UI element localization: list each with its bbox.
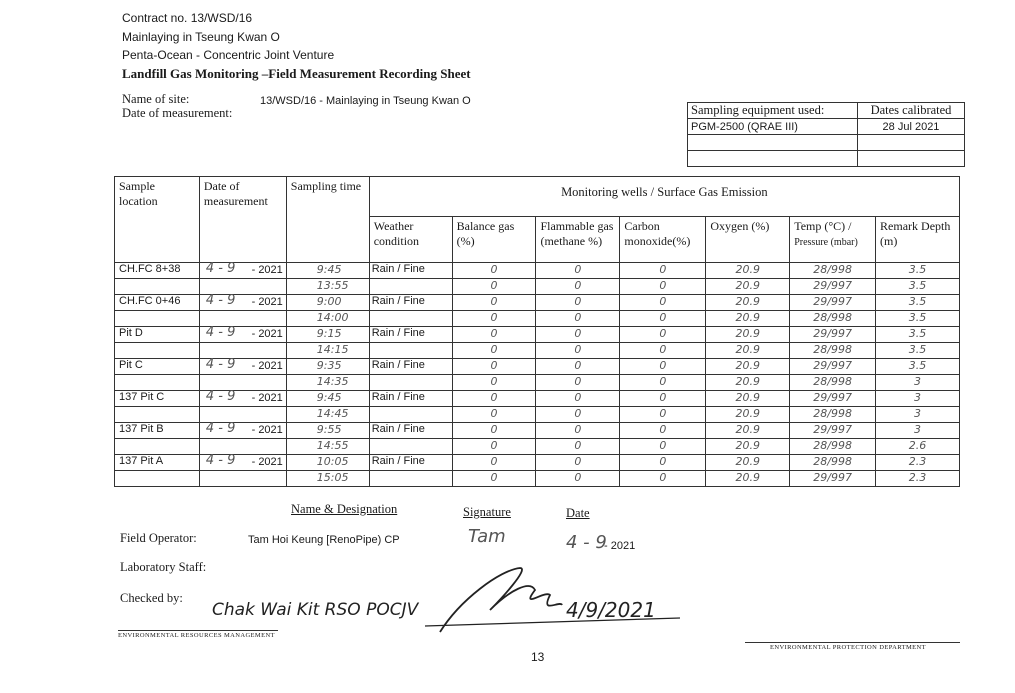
header-oxygen: Oxygen (%) — [706, 217, 790, 263]
balance-gas: 0 — [452, 311, 536, 327]
header-date: Date of measurement — [199, 177, 286, 263]
date-year: - 2021 — [251, 296, 283, 308]
remark-depth: 3 — [876, 423, 960, 439]
oxygen: 20.9 — [706, 327, 790, 343]
carbon-monoxide: 0 — [620, 327, 706, 343]
sampling-time: 14:15 — [286, 343, 369, 359]
weather-condition-blank — [369, 471, 452, 487]
flammable-gas: 0 — [536, 471, 620, 487]
sampling-time: 9:00 — [286, 295, 369, 311]
measurement-date — [199, 327, 286, 343]
temp-pressure: 29/997 — [790, 471, 876, 487]
flammable-gas: 0 — [536, 455, 620, 471]
header-flammable: Flammable gas (methane %) — [536, 217, 620, 263]
carbon-monoxide: 0 — [620, 391, 706, 407]
date-year: - 2021 — [251, 360, 283, 372]
checked-by-label: Checked by: — [120, 591, 183, 605]
balance-gas: 0 — [452, 279, 536, 295]
table-row-sub — [115, 375, 960, 391]
date-label: Date of measurement: — [122, 106, 233, 120]
date-handwritten: 4 - 9 — [205, 453, 236, 468]
sampling-time: 9:45 — [286, 263, 369, 279]
sampling-time: 14:55 — [286, 439, 369, 455]
sample-location: CH.FC 0+46 — [115, 295, 200, 311]
sample-location-blank — [115, 343, 200, 359]
table-row-sub — [115, 311, 960, 327]
table-row-sub — [115, 407, 960, 423]
sample-location-blank — [115, 471, 200, 487]
temp-pressure: 28/998 — [790, 455, 876, 471]
table-row — [115, 327, 960, 343]
balance-gas: 0 — [452, 343, 536, 359]
carbon-monoxide: 0 — [620, 423, 706, 439]
table-row — [115, 423, 960, 439]
carbon-monoxide: 0 — [620, 279, 706, 295]
measurement-date — [199, 455, 286, 471]
date-handwritten: 4 - 9 — [205, 293, 236, 308]
temp-pressure: 28/998 — [790, 263, 876, 279]
field-operator-label: Field Operator: — [120, 531, 197, 545]
temp-pressure: 28/998 — [790, 311, 876, 327]
carbon-monoxide: 0 — [620, 295, 706, 311]
footer-right-rule — [745, 642, 960, 643]
temp-pressure: 29/997 — [790, 327, 876, 343]
balance-gas: 0 — [452, 407, 536, 423]
flammable-gas: 0 — [536, 359, 620, 375]
sampling-time: 9:15 — [286, 327, 369, 343]
lab-staff-label: Laboratory Staff: — [120, 560, 207, 574]
date-handwritten: 4 - 9 — [205, 389, 236, 404]
balance-gas: 0 — [452, 455, 536, 471]
temp-pressure: 28/998 — [790, 407, 876, 423]
col-name-designation: Name & Designation — [291, 502, 398, 516]
measurement-date-blank — [199, 471, 286, 487]
flammable-gas: 0 — [536, 295, 620, 311]
measurement-date — [199, 263, 286, 279]
calibrated-header: Dates calibrated — [858, 103, 965, 119]
sampling-time: 14:35 — [286, 375, 369, 391]
flammable-gas: 0 — [536, 407, 620, 423]
sample-location: CH.FC 8+38 — [115, 263, 200, 279]
equipment-device: PGM-2500 (QRAE III) — [688, 119, 858, 135]
page-number: 13 — [531, 650, 545, 664]
oxygen: 20.9 — [706, 471, 790, 487]
sample-location: Pit D — [115, 327, 200, 343]
oxygen: 20.9 — [706, 439, 790, 455]
joint-venture: Penta-Ocean - Concentric Joint Venture — [122, 48, 335, 62]
weather-condition: Rain / Fine — [369, 327, 452, 343]
header-co: Carbon monoxide(%) — [620, 217, 706, 263]
remark-depth: 3 — [876, 375, 960, 391]
table-row — [115, 455, 960, 471]
table-row — [115, 359, 960, 375]
balance-gas: 0 — [452, 375, 536, 391]
field-operator-signature: Tam — [468, 526, 506, 547]
footer-left: ENVIRONMENTAL RESOURCES MANAGEMENT — [118, 632, 275, 639]
project-name: Mainlaying in Tseung Kwan O — [122, 30, 280, 44]
equipment-header: Sampling equipment used: — [688, 103, 858, 119]
oxygen: 20.9 — [706, 263, 790, 279]
weather-condition: Rain / Fine — [369, 423, 452, 439]
temp-pressure: 28/998 — [790, 343, 876, 359]
sample-location-blank — [115, 439, 200, 455]
oxygen: 20.9 — [706, 311, 790, 327]
equipment-blank — [688, 151, 858, 167]
footer-left-rule — [118, 630, 278, 631]
date-handwritten: 4 - 9 — [205, 421, 236, 436]
flammable-gas: 0 — [536, 423, 620, 439]
balance-gas: 0 — [452, 471, 536, 487]
carbon-monoxide: 0 — [620, 375, 706, 391]
carbon-monoxide: 0 — [620, 407, 706, 423]
header-location: Sample location — [115, 177, 200, 263]
sample-location: 137 Pit C — [115, 391, 200, 407]
date-year: - 2021 — [251, 424, 283, 436]
header-pressure-label: Pressure (mbar) — [794, 237, 858, 248]
temp-pressure: 29/997 — [790, 359, 876, 375]
sampling-time: 9:45 — [286, 391, 369, 407]
measurement-date — [199, 423, 286, 439]
flammable-gas: 0 — [536, 279, 620, 295]
header-temp — [790, 217, 876, 263]
balance-gas: 0 — [452, 327, 536, 343]
sampling-time: 13:55 — [286, 279, 369, 295]
checked-by-name-hand: Chak Wai Kit RSO POCJV — [212, 600, 419, 620]
col-date: Date — [566, 506, 590, 520]
flammable-gas: 0 — [536, 311, 620, 327]
remark-depth: 2.6 — [876, 439, 960, 455]
table-row-sub — [115, 439, 960, 455]
weather-condition-blank — [369, 311, 452, 327]
footer-right: ENVIRONMENTAL PROTECTION DEPARTMENT — [770, 644, 926, 651]
table-row — [115, 295, 960, 311]
sampling-time: 9:55 — [286, 423, 369, 439]
sampling-time: 14:00 — [286, 311, 369, 327]
remark-depth: 2.3 — [876, 455, 960, 471]
weather-condition: Rain / Fine — [369, 391, 452, 407]
oxygen: 20.9 — [706, 279, 790, 295]
checked-by-date-hand: 4/9/2021 — [566, 598, 656, 622]
table-row-sub — [115, 471, 960, 487]
flammable-gas: 0 — [536, 263, 620, 279]
remark-depth: 3.5 — [876, 311, 960, 327]
remark-depth: 2.3 — [876, 471, 960, 487]
measurement-table — [114, 176, 960, 487]
balance-gas: 0 — [452, 423, 536, 439]
sampling-time: 14:45 — [286, 407, 369, 423]
balance-gas: 0 — [452, 391, 536, 407]
sample-location-blank — [115, 375, 200, 391]
flammable-gas: 0 — [536, 439, 620, 455]
oxygen: 20.9 — [706, 295, 790, 311]
sample-location: 137 Pit B — [115, 423, 200, 439]
carbon-monoxide: 0 — [620, 439, 706, 455]
temp-pressure: 29/997 — [790, 295, 876, 311]
date-handwritten: 4 - 9 — [205, 261, 236, 276]
balance-gas: 0 — [452, 359, 536, 375]
flammable-gas: 0 — [536, 327, 620, 343]
date-year: - 2021 — [251, 456, 283, 468]
temp-pressure: 28/998 — [790, 439, 876, 455]
temp-pressure: 28/998 — [790, 375, 876, 391]
weather-condition-blank — [369, 375, 452, 391]
header-balance: Balance gas (%) — [452, 217, 536, 263]
flammable-gas: 0 — [536, 343, 620, 359]
balance-gas: 0 — [452, 295, 536, 311]
sampling-time: 10:05 — [286, 455, 369, 471]
table-row — [115, 263, 960, 279]
remark-depth: 3.5 — [876, 327, 960, 343]
temp-pressure: 29/997 — [790, 391, 876, 407]
remark-depth: 3.5 — [876, 295, 960, 311]
site-label: Name of site: — [122, 92, 190, 106]
sample-location: 137 Pit A — [115, 455, 200, 471]
weather-condition-blank — [369, 279, 452, 295]
equipment-table — [687, 102, 965, 167]
oxygen: 20.9 — [706, 391, 790, 407]
weather-condition-blank — [369, 407, 452, 423]
oxygen: 20.9 — [706, 407, 790, 423]
oxygen: 20.9 — [706, 423, 790, 439]
calibration-date: 28 Jul 2021 — [858, 119, 965, 135]
carbon-monoxide: 0 — [620, 455, 706, 471]
sample-location: Pit C — [115, 359, 200, 375]
remark-depth: 3.5 — [876, 343, 960, 359]
site-value: 13/WSD/16 - Mainlaying in Tseung Kwan O — [260, 95, 471, 107]
field-operator-date-hand: 4 - 9 — [566, 532, 607, 553]
balance-gas: 0 — [452, 439, 536, 455]
header-monitoring: Monitoring wells / Surface Gas Emission — [369, 177, 959, 217]
field-operator-year: - 2021 — [604, 540, 636, 552]
table-row-sub — [115, 279, 960, 295]
temp-pressure: 29/997 — [790, 423, 876, 439]
remark-depth: 3.5 — [876, 263, 960, 279]
carbon-monoxide: 0 — [620, 343, 706, 359]
temp-pressure: 29/997 — [790, 279, 876, 295]
sampling-time: 9:35 — [286, 359, 369, 375]
calibration-blank — [858, 151, 965, 167]
table-row-sub — [115, 343, 960, 359]
balance-gas: 0 — [452, 263, 536, 279]
carbon-monoxide: 0 — [620, 471, 706, 487]
carbon-monoxide: 0 — [620, 263, 706, 279]
sample-location-blank — [115, 407, 200, 423]
weather-condition: Rain / Fine — [369, 295, 452, 311]
sheet-title: Landfill Gas Monitoring –Field Measurement Recording Sheet — [122, 66, 471, 81]
remark-depth: 3 — [876, 391, 960, 407]
date-year: - 2021 — [251, 264, 283, 276]
date-handwritten: 4 - 9 — [205, 357, 236, 372]
weather-condition: Rain / Fine — [369, 359, 452, 375]
calibration-blank — [858, 135, 965, 151]
measurement-date — [199, 391, 286, 407]
header-remark: Remark Depth (m) — [876, 217, 960, 263]
oxygen: 20.9 — [706, 375, 790, 391]
col-signature: Signature — [463, 505, 511, 519]
measurement-date — [199, 295, 286, 311]
table-row — [115, 391, 960, 407]
weather-condition-blank — [369, 343, 452, 359]
remark-depth: 3.5 — [876, 279, 960, 295]
equipment-blank — [688, 135, 858, 151]
weather-condition-blank — [369, 439, 452, 455]
oxygen: 20.9 — [706, 343, 790, 359]
carbon-monoxide: 0 — [620, 359, 706, 375]
oxygen: 20.9 — [706, 359, 790, 375]
date-year: - 2021 — [251, 328, 283, 340]
sampling-time: 15:05 — [286, 471, 369, 487]
header-time: Sampling time — [286, 177, 369, 263]
carbon-monoxide: 0 — [620, 311, 706, 327]
date-handwritten: 4 - 9 — [205, 325, 236, 340]
flammable-gas: 0 — [536, 375, 620, 391]
remark-depth: 3 — [876, 407, 960, 423]
sample-location-blank — [115, 279, 200, 295]
remark-depth: 3.5 — [876, 359, 960, 375]
date-year: - 2021 — [251, 392, 283, 404]
flammable-gas: 0 — [536, 391, 620, 407]
sample-location-blank — [115, 311, 200, 327]
header-temp-label: Temp (°C) / — [794, 219, 852, 233]
contract-number: Contract no. 13/WSD/16 — [122, 11, 253, 25]
weather-condition: Rain / Fine — [369, 263, 452, 279]
weather-condition: Rain / Fine — [369, 455, 452, 471]
header-weather: Weather condition — [369, 217, 452, 263]
oxygen: 20.9 — [706, 455, 790, 471]
field-operator-name: Tam Hoi Keung [RenoPipe) CP — [248, 534, 400, 546]
measurement-date — [199, 359, 286, 375]
